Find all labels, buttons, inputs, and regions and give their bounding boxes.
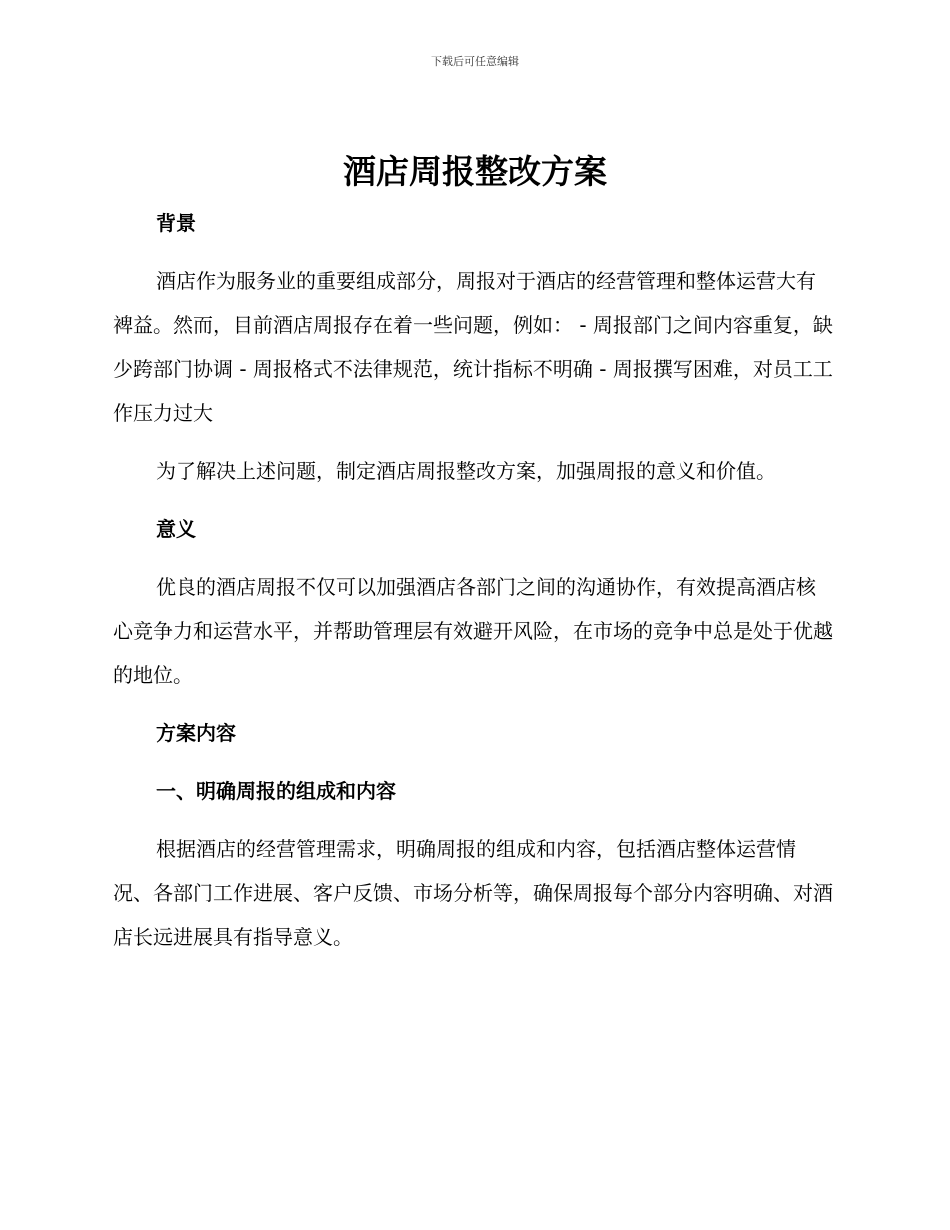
page-header-note: 下载后可任意编辑 <box>431 55 519 68</box>
paragraph-meaning-1: 优良的酒店周报不仅可以加强酒店各部门之间的沟通协作，有效提高酒店核心竞争力和运营水平，并帮助管理层有效避开风险，在市场的竞争中总是处于优越的地位。 <box>113 575 833 687</box>
paragraph-background-2: 为了解决上述问题，制定酒店周报整改方案，加强周报的意义和价值。 <box>156 459 776 483</box>
section-heading-plan: 方案内容 <box>156 721 236 745</box>
subsection-heading-plan-1: 一、明确周报的组成和内容 <box>156 779 396 803</box>
paragraph-plan-1: 根据酒店的经营管理需求，明确周报的组成和内容，包括酒店整体运营情况、各部门工作进展、客户反馈、市场分析等，确保周报每个部分内容明确、对酒店长远进展具有指导意义。 <box>113 837 833 949</box>
section-heading-background: 背景 <box>156 211 196 235</box>
section-heading-meaning: 意义 <box>156 517 196 541</box>
document-body <box>113 201 833 959</box>
paragraph-background-1: 酒店作为服务业的重要组成部分，周报对于酒店的经营管理和整体运营大有裨益。然而，目前酒店周报存在着一些问题，例如： - 周报部门之间内容重复，缺少跨部门协调 - 周报格式不法律规范，统计指标不明确 - 周报撰写困难，对员工工作压力过大 <box>113 269 833 425</box>
document-title: 酒店周报整改方案 <box>343 152 607 191</box>
